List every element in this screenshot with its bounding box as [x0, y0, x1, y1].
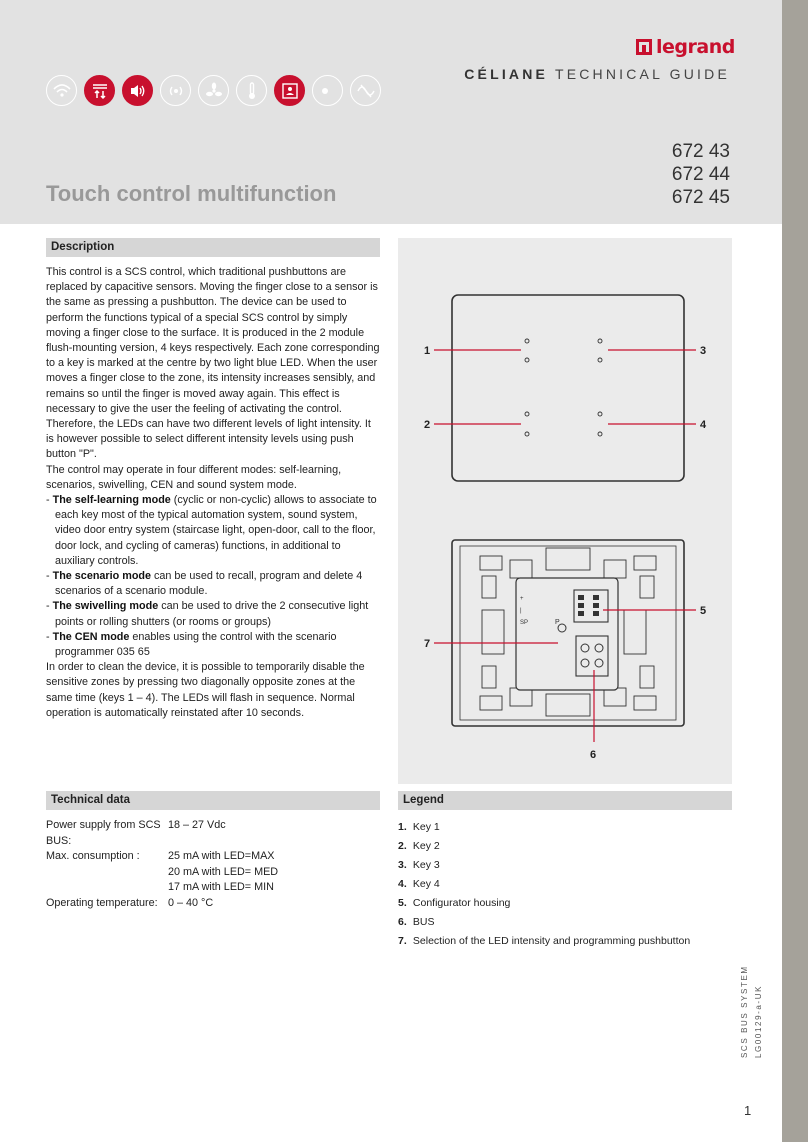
description-heading: Description — [46, 238, 380, 257]
electronic-module — [516, 578, 618, 690]
device-diagram — [398, 238, 732, 784]
mode-item: - The CEN mode enables using the control with the scenario programmer 035 65 — [46, 630, 337, 659]
doc-code: LG00129-a-UK — [754, 984, 763, 1058]
module-mark-plus: + — [520, 596, 524, 602]
page-title: Touch control multifunction — [46, 181, 337, 206]
thermometer-icon — [236, 75, 267, 106]
legend-item: 2. Key 2 — [398, 840, 440, 852]
brand-name: legrand — [656, 36, 735, 58]
mode-name: The swivelling mode — [52, 600, 159, 613]
tech-row: Operating temperature: 0 – 40 °C — [46, 896, 214, 909]
device-figure — [398, 238, 732, 784]
tech-row: Max. consumption : 25 mA with LED=MAX — [46, 850, 275, 862]
legrand-mark-icon — [636, 39, 652, 55]
shutter-icon — [84, 75, 115, 106]
product-code: 672 45 — [671, 187, 730, 208]
technical-data-heading: Technical data — [46, 791, 380, 810]
legend-heading: Legend — [398, 791, 732, 810]
technical-data — [46, 818, 380, 911]
figure-label-2: 2 — [424, 419, 431, 431]
sound-icon — [122, 75, 153, 106]
guide-title-text: TECHNICAL GUIDE — [554, 66, 730, 82]
function-icons — [46, 75, 381, 106]
product-code: 672 44 — [671, 164, 730, 185]
fan-icon — [198, 75, 229, 106]
front-plate — [452, 295, 684, 481]
system-label: SCS BUS SYSTEM — [740, 965, 749, 1058]
tech-row: 20 mA with LED= MED — [168, 865, 279, 878]
legend-item: 1. Key 1 — [398, 821, 440, 833]
mode-item: - The swivelling mode can be used to drive the 2 consecutive light points or rolling shutters (or rooms or groups) — [46, 600, 369, 628]
legend-item: 4. Key 4 — [398, 878, 440, 890]
figure-label-4: 4 — [700, 419, 707, 431]
description-text — [46, 265, 380, 721]
wifi-icon — [46, 75, 77, 106]
guide-series: CÉLIANE — [464, 66, 549, 82]
legrand-logo — [636, 36, 735, 58]
legend-item: 5. Configurator housing — [398, 897, 511, 909]
mode-item: - The scenario mode can be used to recall, program and delete 4 scenarios of a scenario module. — [46, 570, 363, 598]
figure-label-7: 7 — [424, 638, 431, 650]
page-number: 1 — [744, 1103, 752, 1118]
legend-item: 3. Key 3 — [398, 859, 440, 871]
radio-icon — [160, 75, 191, 106]
mode-name: The CEN mode — [52, 630, 130, 643]
figure-label-1: 1 — [424, 345, 431, 357]
power-icon — [350, 75, 381, 106]
figure-label-5: 5 — [700, 605, 707, 617]
tech-row: 17 mA with LED= MIN — [168, 881, 274, 893]
mode-item: - The self-learning mode (cyclic or non-cyclic) allows to associate to each key most of the typical automation system, sound system, video door entry system (staircase light, open-door, call to the floor, door lock, and cycling of cameras) functions, in additional to auxiliary controls. — [46, 494, 377, 567]
product-codes — [672, 140, 730, 209]
day-night-icon — [312, 75, 343, 106]
description-paragraph: This control is a SCS control, which traditional pushbuttons are replaced by capacitive sensors. Moving the finger close to a sensor is the same as pressing a pushbutton. The device can be used to perform the functions typical of a special SCS control by simply moving a finger close to the surface. It is produced in the 2 module flush-mounting version, 4 keys respectively. Each zone corresponding to a key is marked at the centre by two light blue LED. When the user moves a finger close to the zone, its intensity increases sensibly, and remains so until the finger is moved away again. This effect is necessary to give the user the feeling of activating the control. Therefore, the LEDs can have two different levels of light intensity. It is however possible to select different intensity levels using push button "P". — [46, 266, 380, 461]
tech-row: Power supply from SCS BUS: 18 – 27 Vdc — [46, 819, 226, 847]
video-door-icon — [274, 75, 305, 106]
mode-name: The scenario mode — [52, 570, 152, 583]
guide-title — [464, 66, 730, 82]
module-mark-bar: | — [520, 608, 522, 614]
legend-item: 7. Selection of the LED intensity and programming pushbutton — [398, 935, 691, 947]
description-paragraph: The control may operate in four different modes: self-learning, scenarios, swivelling, CEN and sound system mode. — [46, 463, 342, 491]
figure-label-6: 6 — [590, 749, 597, 761]
legend-item: 6. BUS — [398, 916, 435, 928]
product-code: 672 43 — [671, 141, 730, 162]
module-mark-sp: SP — [520, 620, 529, 626]
description-paragraph: In order to clean the device, it is possible to temporarily disable the sensitive zones by pressing two diagonally opposite zones at the same time (keys 1 – 4). The LEDs will flash in sequence. Normal operation is automatically reinstated after 10 seconds. — [46, 661, 365, 719]
figure-label-3: 3 — [700, 345, 707, 357]
mode-name: The self-learning mode — [52, 494, 171, 507]
module-mark-p: P — [555, 619, 560, 626]
side-band — [782, 0, 808, 1142]
legend-list — [398, 818, 732, 951]
